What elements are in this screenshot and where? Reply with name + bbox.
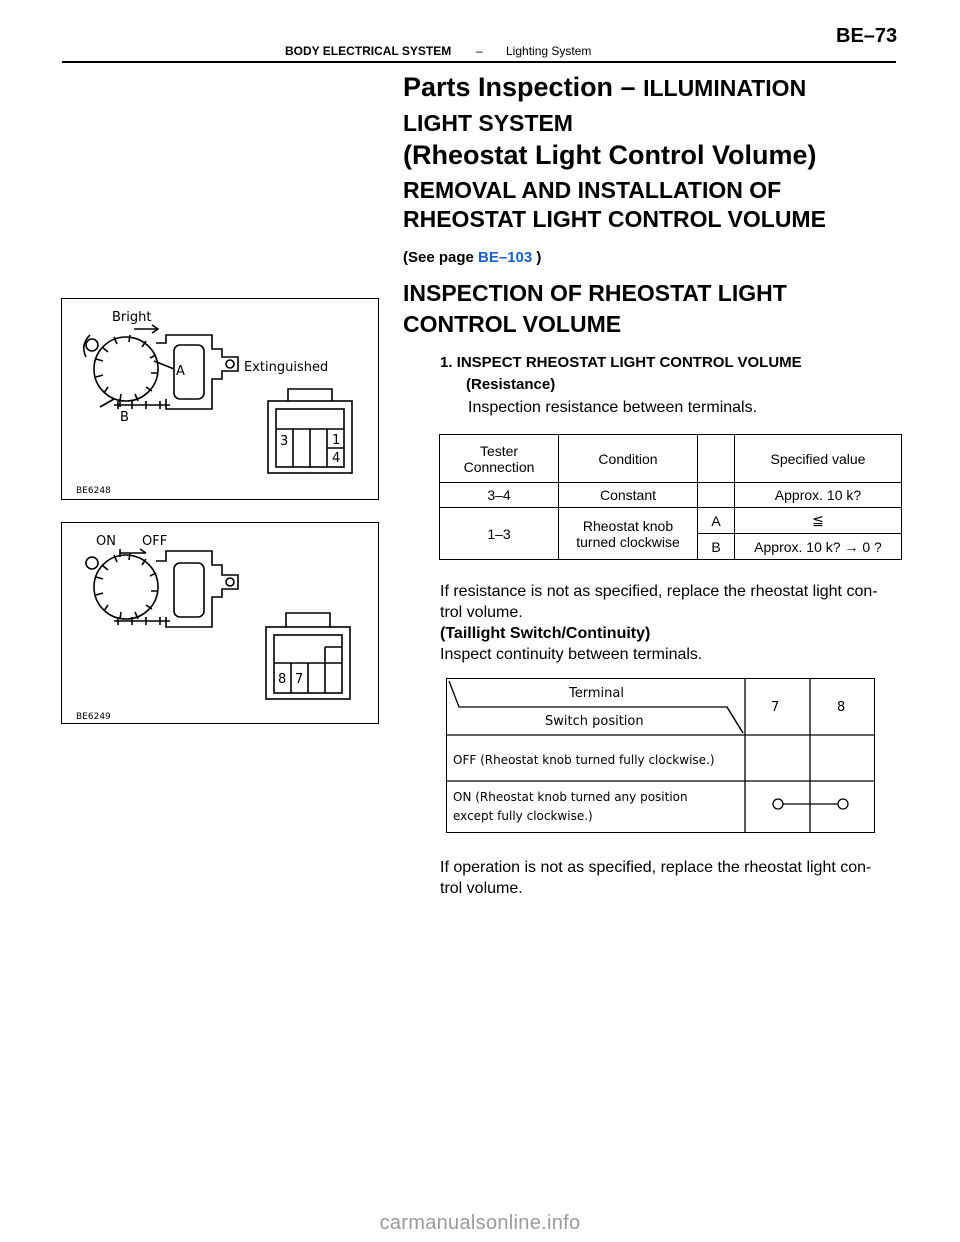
header-blank <box>698 435 735 483</box>
terminal-7-header: 7 <box>771 700 780 715</box>
row1-blank <box>698 483 735 508</box>
label-bright: Bright <box>112 310 152 325</box>
header-subsection: Lighting System <box>506 44 592 58</box>
row-on-line1: ON (Rheostat knob turned any position <box>453 790 688 804</box>
removal-heading-1: REMOVAL AND INSTALLATION OF <box>403 177 782 203</box>
inspection-heading-2: CONTROL VOLUME <box>403 311 622 337</box>
terminal-1: 1 <box>332 433 341 448</box>
title-line-3: (Rheostat Light Control Volume) <box>403 140 817 170</box>
continuity-table <box>446 678 875 833</box>
label-extinguished: Extinguished <box>244 360 329 375</box>
terminal-4: 4 <box>332 451 341 466</box>
figure-code: BE6249 <box>76 712 111 722</box>
label-b: B <box>120 410 129 425</box>
figure-resistance <box>61 298 379 500</box>
header-separator: – <box>476 44 483 58</box>
title-line-1: Parts Inspection – ILLUMINATION <box>403 72 807 102</box>
terminal-7: 7 <box>295 672 304 687</box>
page-link[interactable]: BE–103 <box>478 249 533 266</box>
title-line-2: LIGHT SYSTEM <box>403 110 573 136</box>
row2a-value: ≦ <box>735 508 902 534</box>
see-page-reference: (See page BE–103 ) <box>403 249 542 266</box>
terminal-8-header: 8 <box>837 700 846 715</box>
removal-heading-2: RHEOSTAT LIGHT CONTROL VOLUME <box>403 206 826 232</box>
row1-value: Approx. 10 k? <box>735 483 902 508</box>
page-number: BE–73 <box>836 25 898 47</box>
header-condition: Condition <box>559 435 698 483</box>
row-off: OFF (Rheostat knob turned fully clockwise.) <box>453 753 715 767</box>
header-tester-connection: Tester Connection <box>440 435 559 483</box>
header-switch-position: Switch position <box>545 714 644 729</box>
row2-condition: Rheostat knob turned clockwise <box>559 508 698 560</box>
resistance-table <box>439 434 902 560</box>
figure-continuity <box>61 522 379 724</box>
header-rule <box>62 61 896 63</box>
terminal-3: 3 <box>280 434 289 449</box>
row2-connection: 1–3 <box>440 508 559 560</box>
row2a-position: A <box>698 508 735 534</box>
step-1-subtitle: (Resistance) <box>466 376 556 393</box>
label-off: OFF <box>142 534 168 549</box>
header-terminal: Terminal <box>569 686 624 701</box>
watermark: carmanualsonline.info <box>379 1212 581 1234</box>
operation-note: If operation is not as specified, replace the rheostat light con- trol volume. <box>440 859 872 897</box>
step-1-text: Inspection resistance between terminals. <box>468 399 758 416</box>
step-1-title: 1. INSPECT RHEOSTAT LIGHT CONTROL VOLUME <box>440 354 802 371</box>
figure-code: BE6248 <box>76 486 111 496</box>
row2b-position: B <box>698 534 735 560</box>
row2b-value: Approx. 10 k? → 0 ? <box>735 534 902 560</box>
row1-condition: Constant <box>559 483 698 508</box>
label-a: A <box>176 364 185 379</box>
terminal-8: 8 <box>278 672 287 687</box>
row-on-line2: except fully clockwise.) <box>453 809 593 823</box>
inspection-heading-1: INSPECTION OF RHEOSTAT LIGHT <box>403 280 787 306</box>
header-specified-value: Specified value <box>735 435 902 483</box>
resistance-note: If resistance is not as specified, replace the rheostat light con- trol volume. (Taillight Switch/Continuity) Inspect continuity between terminals. <box>440 583 878 663</box>
row1-connection: 3–4 <box>440 483 559 508</box>
label-on: ON <box>96 534 116 549</box>
header-section: BODY ELECTRICAL SYSTEM <box>285 44 452 58</box>
